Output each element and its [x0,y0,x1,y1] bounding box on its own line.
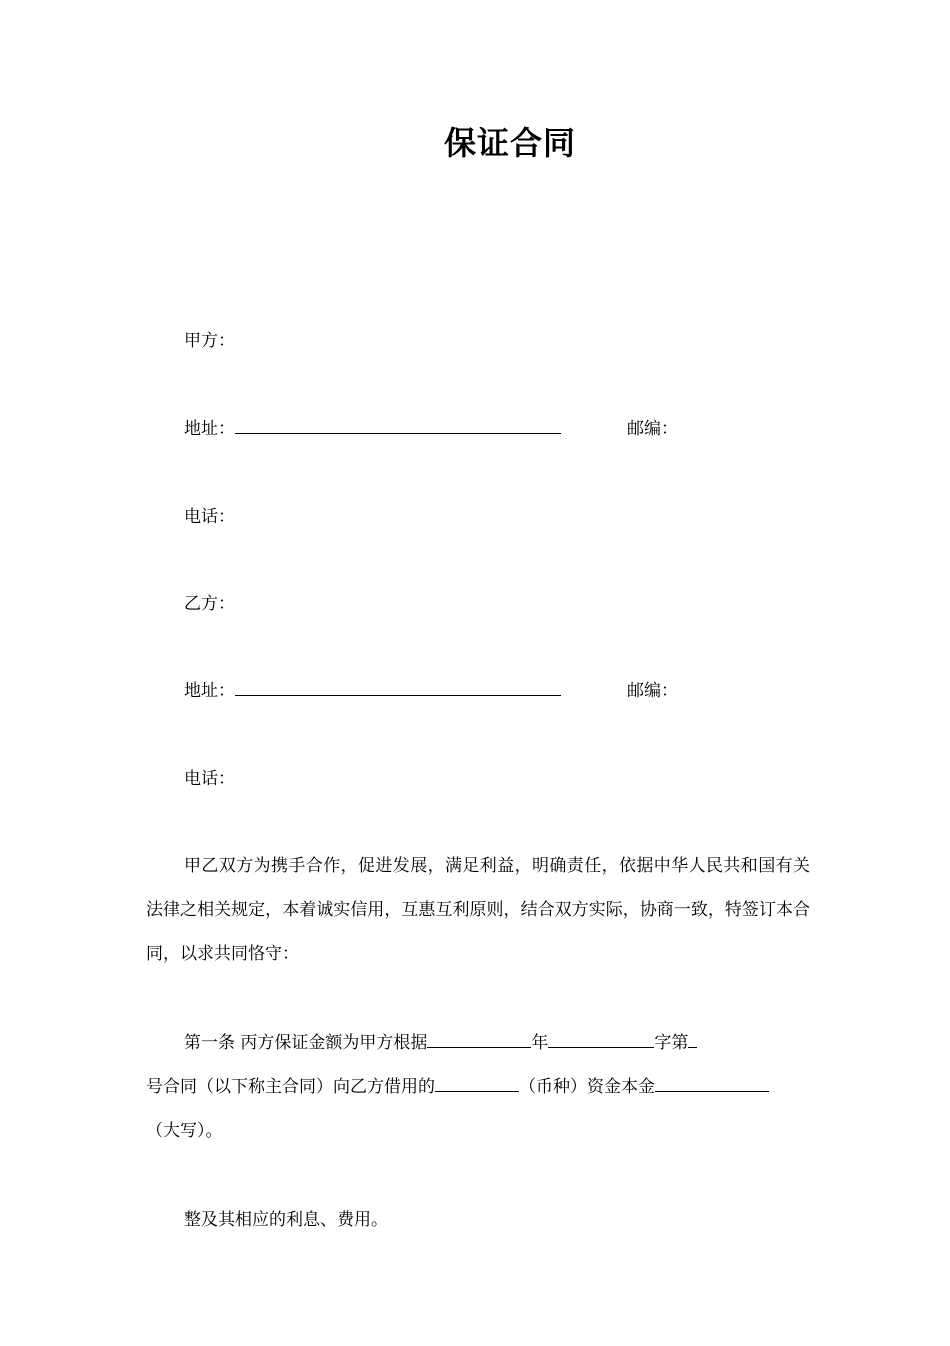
party-a-address-label: 地址： [184,419,235,439]
party-b-address-row [184,679,561,703]
document-title: 保证合同 [443,124,576,162]
article1-char-blank[interactable] [548,1031,654,1048]
party-a-label: 甲方： [184,331,235,351]
party-b-label: 乙方： [184,594,235,614]
party-b-address-label: 地址： [184,681,235,701]
party-a-address-row [184,417,561,441]
party-a-address-blank[interactable] [235,417,561,434]
article1-part6: （大写）。 [146,1121,223,1141]
article1-line2 [146,1075,769,1099]
party-b-phone-label: 电话： [184,769,235,789]
article1-part1: 第一条 丙方保证金额为甲方根据 [184,1033,428,1053]
article1-part5: （币种）资金本金 [519,1077,655,1097]
preamble-paragraph: 甲乙双方为携手合作，促进发展，满足利益，明确责任，依据中华人民共和国有关法律之相关规定，本着诚实信用，互惠互利原则，结合双方实际，协商一致，特签订本合同，以求共同恪守： [146,856,810,964]
preamble-block [146,844,810,976]
article1-currency-blank[interactable] [435,1075,519,1092]
party-b-address-blank[interactable] [235,679,561,696]
article1-amount-blank[interactable] [655,1075,769,1092]
article1-year-blank[interactable] [427,1031,531,1048]
article1-line1 [184,1031,697,1055]
article1-number-blank[interactable] [688,1031,697,1048]
article1-part3: 字第 [654,1033,689,1053]
closing-line: 整及其相应的利息、费用。 [184,1210,388,1230]
party-a-postcode-label: 邮编： [627,419,678,439]
party-a-phone-label: 电话： [184,507,235,527]
article1-part4: 号合同（以下称主合同）向乙方借用的 [146,1077,435,1097]
article1-part2: 年 [531,1033,549,1053]
party-b-postcode-label: 邮编： [627,681,678,701]
